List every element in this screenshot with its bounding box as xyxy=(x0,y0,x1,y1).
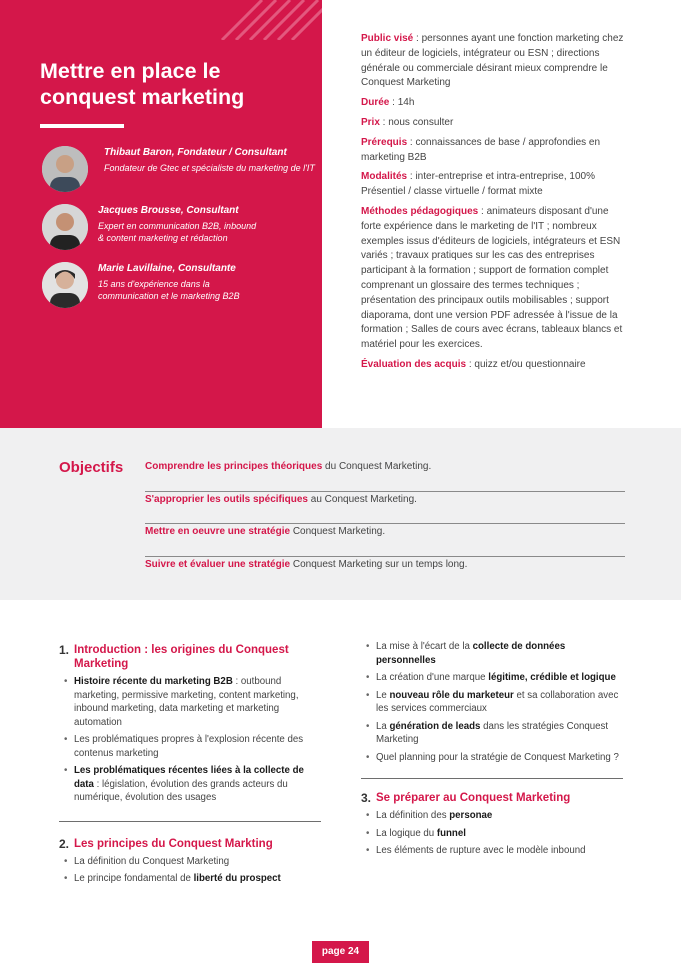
objectives-list xyxy=(145,459,625,589)
trainer-card xyxy=(42,204,312,254)
avatar xyxy=(42,204,88,250)
section-list xyxy=(361,640,623,764)
hero-panel xyxy=(0,0,322,428)
program-right-column xyxy=(361,640,623,858)
page-title: Mettre en place le conquest marketing xyxy=(40,59,245,109)
list-item: • Les problématiques récentes liées à la collecte de data : législation, évolution des grands acteurs du numérique, évolution des usages xyxy=(59,764,321,805)
trainer-description: Fondateur de Gtec et spécialiste du marketing de l'IT xyxy=(104,163,315,173)
section-heading: 2. Les principes du Conquest Markting xyxy=(59,836,273,851)
trainer-name: Jacques Brousse, Consultant xyxy=(98,205,239,216)
list-item: • La génération de leads dans les stratégies Conquest Marketing xyxy=(361,720,623,747)
detail-methodes: Méthodes pédagogiques : animateurs disposant d'une forte expérience dans le marketing de l'IT ; nombreux exemples issus d'éditeurs de logiciels, intégrateurs et ESN variés ; travaux pratiques sur les cas des entreprises participant à la formation ; support de formation complet comprenant un glossaire des termes techniques ; présentation des principaux outils mobilisables ; support diaporama, dont une version PDF adressée à l'issue de la formation ; Salles de cours avec écrans, tableaux blancs et matériel pour les exercices. xyxy=(361,205,623,351)
section-list xyxy=(361,809,623,858)
trainer-description: 15 ans d'expérience dans la communication et le marketing B2B xyxy=(98,279,240,301)
trainer-description: Expert en communication B2B, inbound & content marketing et rédaction xyxy=(98,221,257,243)
title-underline xyxy=(40,124,124,128)
objective-item: Mettre en oeuvre une stratégie Conquest Marketing. xyxy=(145,524,625,557)
objective-item: S'approprier les outils spécifiques au Conquest Marketing. xyxy=(145,492,625,525)
trainer-card xyxy=(42,146,315,196)
detail-prix: Prix : nous consulter xyxy=(361,116,454,128)
section-heading: 3. Se préparer au Conquest Marketing xyxy=(361,791,571,805)
detail-modalites: Modalités : inter-entreprise et intra-entreprise, 100% Présentiel / classe virtuelle / format mixte xyxy=(361,171,595,198)
section-divider xyxy=(59,821,321,822)
trainer-name: Thibaut Baron, Fondateur / Consultant xyxy=(104,147,287,158)
list-item: • La définition du Conquest Marketing xyxy=(59,855,321,869)
course-details xyxy=(361,32,629,378)
avatar xyxy=(42,146,88,192)
objective-item: Comprendre les principes théoriques du Conquest Marketing. xyxy=(145,459,625,492)
list-item: • Les problématiques propres à l'explosion récente des contenus marketing xyxy=(59,733,321,760)
objectives-band xyxy=(0,428,681,600)
detail-duree: Durée : 14h xyxy=(361,97,415,109)
page-number-badge: page 24 xyxy=(312,941,369,963)
program-left-column xyxy=(59,643,321,886)
decorative-stripes xyxy=(202,0,322,40)
list-item: • La logique du funnel xyxy=(361,827,623,841)
detail-prerequis: Prérequis : connaissances de base / approfondies en marketing B2B xyxy=(361,136,601,163)
list-item: • Les éléments de rupture avec le modèle inbound xyxy=(361,844,623,858)
avatar xyxy=(42,262,88,308)
objective-item: Suivre et évaluer une stratégie Conquest Marketing sur un temps long. xyxy=(145,558,468,570)
section-list xyxy=(59,855,321,886)
section-list xyxy=(59,675,321,805)
list-item: • Histoire récente du marketing B2B : outbound marketing, permissive marketing, content marketing, inbound marketing, data marketing et marketing automation xyxy=(59,675,321,729)
trainer-card xyxy=(42,262,312,312)
list-item: • Le principe fondamental de liberté du prospect xyxy=(59,872,321,886)
list-item: • La création d'une marque légitime, crédible et logique xyxy=(361,671,623,685)
detail-public: Public visé : personnes ayant une fonction marketing chez un éditeur de logiciels, intégrateur ou ESN ; directions générale ou commerciale désirant mieux comprendre le Conquest Marketing xyxy=(361,33,624,89)
objectives-title: Objectifs xyxy=(59,459,124,476)
trainer-name: Marie Lavillaine, Consultante xyxy=(98,263,236,274)
section-heading: 1. Introduction : les origines du Conquest Marketing xyxy=(59,643,289,670)
detail-evaluation: Évaluation des acquis : quizz et/ou questionnaire xyxy=(361,358,586,370)
list-item: • La mise à l'écart de la collecte de données personnelles xyxy=(361,640,623,667)
list-item: • La définition des personae xyxy=(361,809,623,823)
list-item: • Quel planning pour la stratégie de Conquest Marketing ? xyxy=(361,751,623,765)
list-item: • Le nouveau rôle du marketeur et sa collaboration avec les services commerciaux xyxy=(361,689,623,716)
section-divider xyxy=(361,778,623,779)
